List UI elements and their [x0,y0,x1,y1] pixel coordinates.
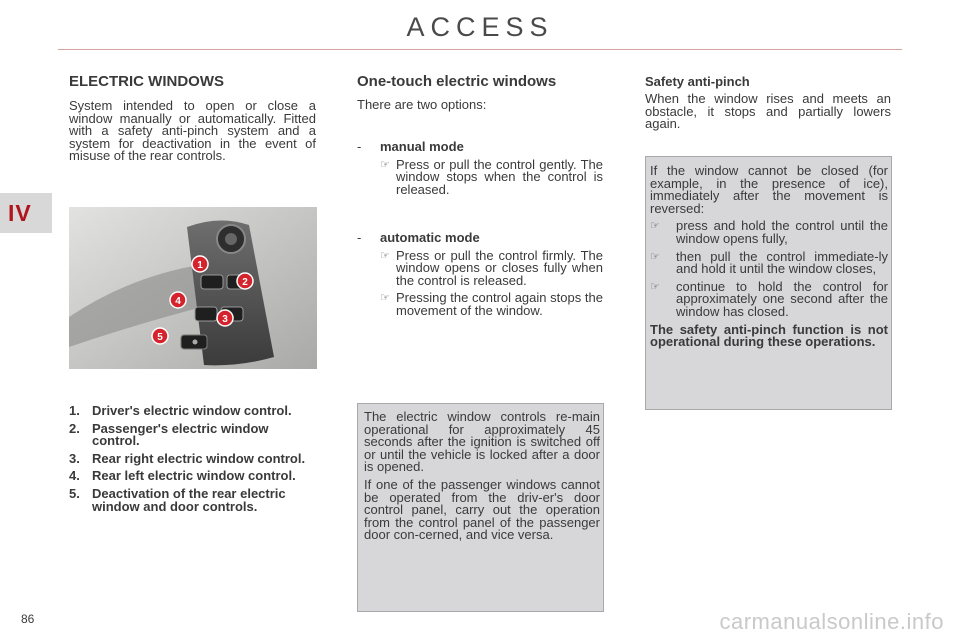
info-bullet: ☞ then pull the control immediate-ly and hold it until the window closes, [650,248,888,277]
list-item [69,420,319,449]
door-panel-illustration [69,207,317,369]
svg-text:4: 4 [175,296,181,307]
list-item-label: Driver's electric window control. [92,403,292,418]
list-item [69,450,319,466]
info-box-right [645,156,892,410]
automatic-bullet: ☞ Press or pull the control firmly. The window opens or closes fully when the control is released. [380,247,603,288]
badge-5 [152,328,168,344]
header-divider [58,49,902,50]
list-item [69,470,319,483]
list-item [69,485,319,514]
list-item-label: Rear right electric window control. [92,450,306,466]
list-item-label: Deactivation of the rear electric window and door controls. [92,485,286,514]
info-box-right-intro: If the window cannot be closed (for example, in the presence of ice), immediately after the movement is reversed: [650,163,888,216]
page-number: 86 [21,612,35,626]
page-title: ACCESS [406,12,554,42]
one-touch-intro: There are two options: [357,97,487,112]
automatic-bullet: ☞ Pressing the control again stops the movement of the window. [380,290,603,318]
info-paragraph: The electric window controls re-main operational for approximately 45 seconds after the ignition is switched off or until the vehicle is locked after a door is opened. [364,409,600,475]
list-item-number: 3. [69,450,80,466]
watermark: carmanualsonline.info [719,609,944,634]
info-bullet: ☞ continue to hold the control for approximately one second after the window has closed. [650,278,888,319]
badge-4 [170,292,186,308]
badge-3 [217,310,233,326]
svg-text:5: 5 [157,332,163,343]
electric-windows-heading: ELECTRIC WINDOWS [69,73,224,90]
manual-mode-section [357,141,603,196]
list-item-number: 1. [69,403,80,418]
info-box-warning: The safety anti-pinch function is not operational during these operations. [650,321,888,350]
hand-pointer-icon: ☞ [650,250,660,263]
list-item-label: Passenger's electric window control. [92,420,269,449]
controls-list [69,405,319,518]
dash-marker: - [357,139,362,154]
svg-text:2: 2 [242,277,248,288]
hand-pointer-icon: ☞ [650,280,660,293]
door-controls-photo [69,207,317,369]
badge-1 [192,256,208,272]
list-item-number: 2. [69,420,80,436]
info-box-middle [357,403,604,612]
info-paragraph: If one of the passenger windows cannot be operated from the driv-er's door control panel, carry out the operation from the control panel of the passenger door con-cerned, and vice versa. [364,476,600,543]
hand-pointer-icon: ☞ [380,158,390,171]
one-touch-heading: One-touch electric windows [357,73,557,90]
electric-windows-intro: System intended to open or close a window manually or automatically. Fitted with a safety anti-pinch system and a system for deactivation in the event of misuse of the rear controls. [69,98,316,164]
hand-pointer-icon: ☞ [380,249,390,262]
chapter-tab [0,193,52,233]
list-item-label: Rear left electric window control. [92,468,296,484]
list-item-number: 4. [69,468,80,484]
dash-marker: - [357,230,362,245]
hand-pointer-icon: ☞ [380,292,390,305]
list-item-number: 5. [69,485,80,501]
info-bullet: ☞ press and hold the control until the window opens fully, [650,218,888,246]
svg-text:1: 1 [197,260,203,271]
chapter-tab-label: IV [8,200,32,226]
safety-text: When the window rises and meets an obstacle, it stops and partially lowers again. [645,91,891,132]
list-item [69,405,319,418]
automatic-mode-section [357,232,603,318]
badge-2 [237,273,253,289]
svg-text:3: 3 [222,314,228,325]
safety-heading: Safety anti-pinch [645,74,750,89]
manual-mode-title: manual mode [380,139,464,154]
manual-bullet: ☞ Press or pull the control gently. The window stops when the control is released. [380,156,603,197]
hand-pointer-icon: ☞ [650,220,660,233]
automatic-mode-title: automatic mode [380,230,480,245]
